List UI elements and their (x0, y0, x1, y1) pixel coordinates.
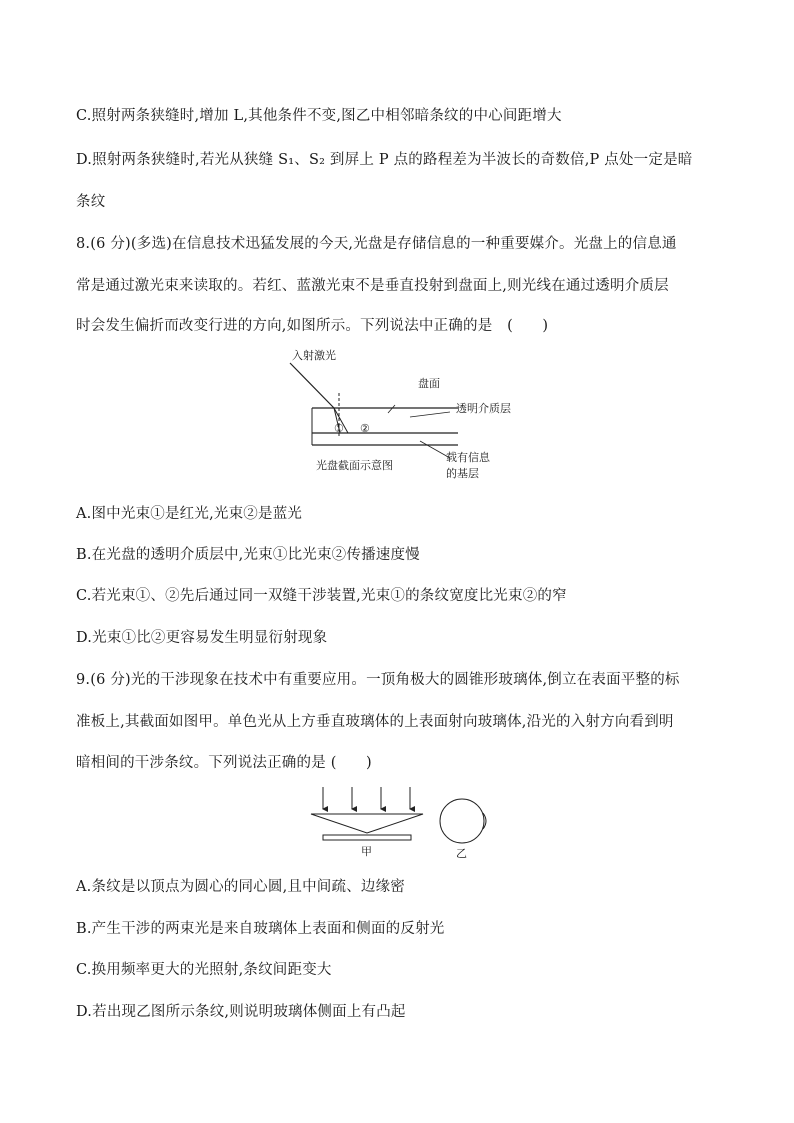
label-transparent-medium: 透明介质层 (456, 402, 511, 415)
q8-option-d: D.光束①比②更容易发生明显衍射现象 (76, 630, 328, 646)
label-jia: 甲 (361, 845, 372, 858)
q8-stem-line3: 时会发生偏折而改变行进的方向,如图所示。下列说法中正确的是 ( ) (76, 318, 549, 334)
q8-stem-line1: 8.(6 分)(多选)在信息技术迅猛发展的今天,光盘是存储信息的一种重要媒介。光盘上的信息通 (76, 236, 677, 252)
q9-option-d: D.若出现乙图所示条纹,则说明玻璃体侧面上有凸起 (76, 1004, 406, 1020)
label-beam-1: ① (334, 422, 344, 435)
q9-stem-line2: 准板上,其截面如图甲。单色光从上方垂直玻璃体的上表面射向玻璃体,沿光的入射方向看到明 (76, 714, 674, 730)
q9-option-b: B.产生干涉的两束光是来自玻璃体上表面和侧面的反射光 (76, 921, 445, 937)
q9-stem-line3: 暗相间的干涉条纹。下列说法正确的是 ( ) (76, 755, 372, 771)
label-yi: 乙 (456, 847, 467, 860)
q9-figure (305, 783, 505, 863)
q7-option-d-line2: 条纹 (76, 194, 106, 210)
optical-disc-diagram (270, 345, 530, 485)
label-incident-laser: 入射激光 (292, 349, 336, 362)
q9-option-a: A.条纹是以顶点为圆心的同心圆,且中间疏、边缘密 (76, 879, 405, 895)
q9-option-c: C.换用频率更大的光照射,条纹间距变大 (76, 962, 332, 978)
q7-option-d-line1: D.照射两条狭缝时,若光从狭缝 S₁、S₂ 到屏上 P 点的路程差为半波长的奇数倍,P 点处一定是暗 (76, 152, 693, 168)
q7-option-c: C.照射两条狭缝时,增加 L,其他条件不变,图乙中相邻暗条纹的中心间距增大 (76, 108, 562, 124)
q8-option-a: A.图中光束①是红光,光束②是蓝光 (76, 506, 303, 522)
q8-stem-line2: 常是通过激光束来读取的。若红、蓝激光束不是垂直投射到盘面上,则光线在通过透明介质层 (76, 278, 669, 294)
cone-interference-diagram (305, 783, 505, 863)
q8-figure (270, 345, 530, 485)
label-base-line2: 的基层 (446, 467, 479, 480)
label-disc-surface: 盘面 (418, 377, 440, 390)
q9-stem-line1: 9.(6 分)光的干涉现象在技术中有重要应用。一顶角极大的圆锥形玻璃体,倒立在表面平整的标 (76, 672, 680, 688)
label-beam-2: ② (360, 422, 370, 435)
q8-option-c: C.若光束①、②先后通过同一双缝干涉装置,光束①的条纹宽度比光束②的窄 (76, 588, 567, 604)
label-base-line1: 载有信息 (446, 451, 490, 464)
figure-caption: 光盘截面示意图 (316, 459, 393, 472)
q8-option-b: B.在光盘的透明介质层中,光束①比光束②传播速度慢 (76, 547, 420, 563)
